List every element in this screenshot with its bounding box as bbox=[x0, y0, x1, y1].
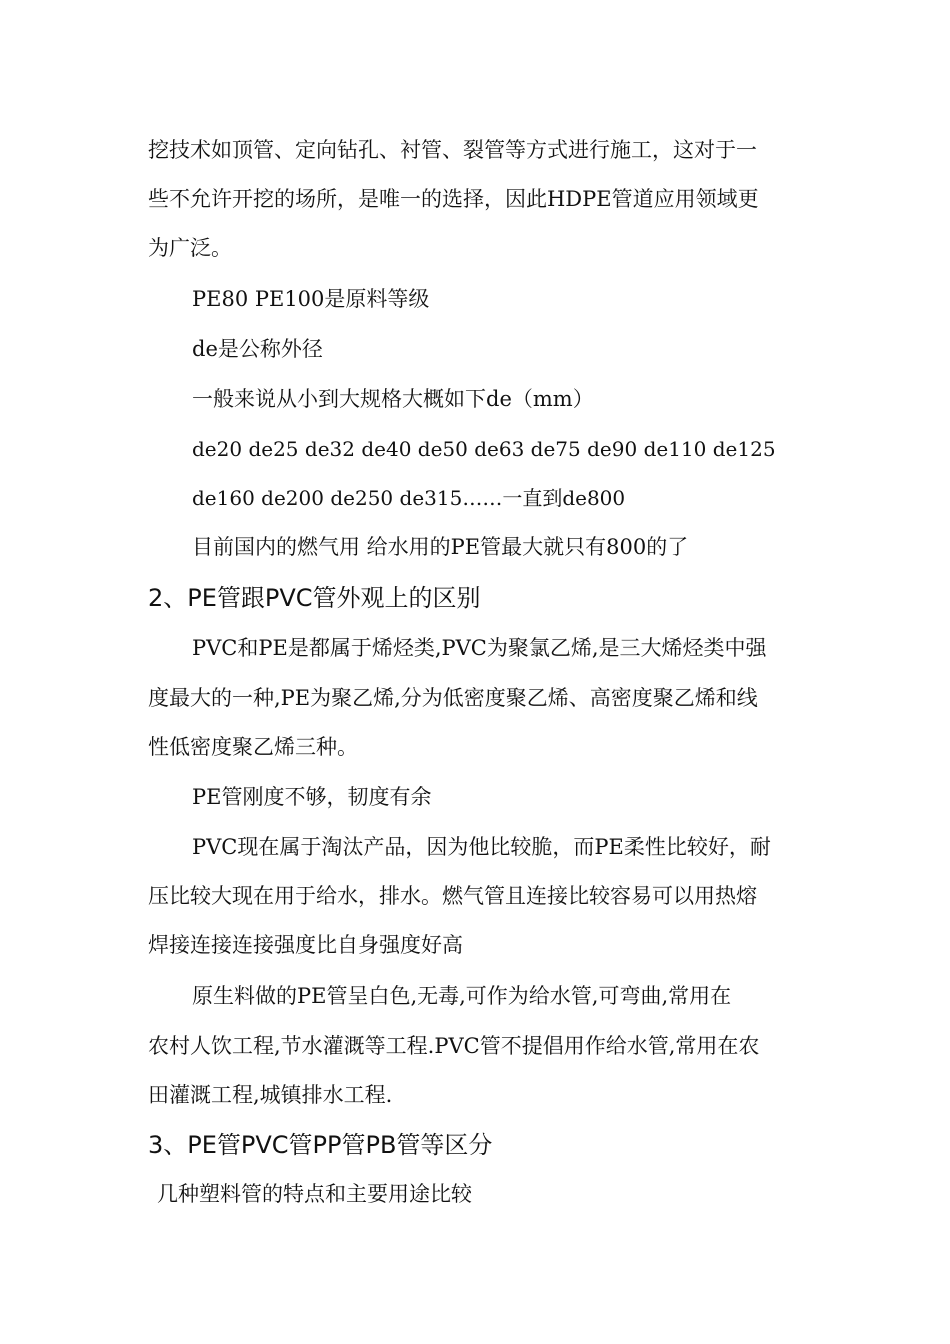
paragraph-line: 焊接连接连接强度比自身强度好高 bbox=[148, 933, 463, 957]
paragraph-line: 农村人饮工程,节水灌溉等工程.PVC管不提倡用作给水管,常用在农 bbox=[148, 1034, 760, 1058]
paragraph-line: PVC和PE是都属于烯烃类,PVC为聚氯乙烯,是三大烯烃类中强 bbox=[192, 636, 767, 660]
size-list-line-2: de160 de200 de250 de315……一直到de800 bbox=[192, 486, 626, 510]
section-2-heading: 2、PE管跟PVC管外观上的区别 bbox=[148, 584, 481, 612]
paragraph-line: 原生料做的PE管呈白色,无毒,可作为给水管,可弯曲,常用在 bbox=[192, 984, 732, 1008]
paragraph-line: 些不允许开挖的场所，是唯一的选择，因此HDPE管道应用领域更 bbox=[148, 187, 759, 211]
max-size-line: 目前国内的燃气用 给水用的PE管最大就只有800的了 bbox=[192, 535, 689, 559]
section-3-heading: 3、PE管PVC管PP管PB管等区分 bbox=[148, 1131, 493, 1159]
paragraph-line: 压比较大现在用于给水，排水。燃气管且连接比较容易可以用热熔 bbox=[148, 884, 757, 908]
paragraph-line: 挖技术如顶管、定向钻孔、衬管、裂管等方式进行施工，这对于一 bbox=[148, 138, 757, 162]
section-3-subtitle: 几种塑料管的特点和主要用途比较 bbox=[157, 1182, 472, 1206]
paragraph-line: 性低密度聚乙烯三种。 bbox=[148, 735, 358, 759]
de-definition-line: de是公称外径 bbox=[192, 337, 323, 361]
size-list-line-1: de20 de25 de32 de40 de50 de63 de75 de90 de110 de125 bbox=[192, 437, 776, 461]
pe-grade-line: PE80 PE100是原料等级 bbox=[192, 287, 430, 311]
paragraph-line: 度最大的一种,PE为聚乙烯,分为低密度聚乙烯、高密度聚乙烯和线 bbox=[148, 686, 758, 710]
paragraph-line: 为广泛。 bbox=[148, 236, 232, 260]
paragraph-line: 田灌溉工程,城镇排水工程. bbox=[148, 1083, 393, 1107]
spec-intro-line: 一般来说从小到大规格大概如下de（mm） bbox=[192, 387, 594, 411]
paragraph-line: PVC现在属于淘汰产品，因为他比较脆，而PE柔性比较好，耐 bbox=[192, 835, 771, 859]
paragraph-line: PE管刚度不够，韧度有余 bbox=[192, 785, 432, 809]
